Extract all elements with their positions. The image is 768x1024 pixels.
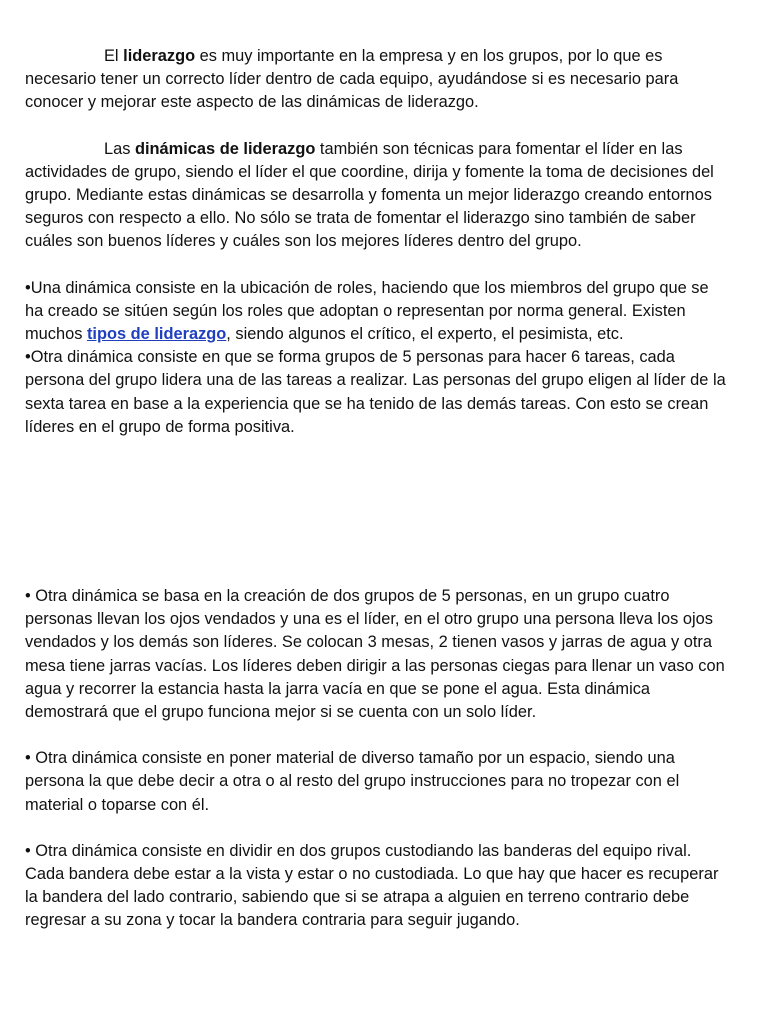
bullet-material: • Otra dinámica consiste en poner material de diverso tamaño por un espacio, siendo una persona la que debe decir a otra o al resto del grupo instrucciones para no tropezar con el material o toparse con él. [25,749,680,814]
roles-pre: •Una dinámica consiste en la ubicación de roles, haciendo que los miembros del grupo que se ha creado se sitúen según los roles que adoptan o representan por norma general. Existen muchos [25,278,709,344]
dinamicas-bold: dinámicas de liderazgo [134,139,316,158]
page-gap [25,439,730,585]
dinamicas-post: también son técnicas para fomentar el líder en las actividades de grupo, siendo el líder el que coordine, dirija y fomente la toma de decisiones del grupo. Mediante estas dinámicas se desarrolla y fomenta un mejor liderazgo creando entornos seguros con respecto a ello. No sólo se trata de fomentar el liderazgo sino también de saber cuáles son buenos líderes y cuáles son los mejores líderes dentro del grupo. [25,139,714,251]
intro-bold: liderazgo [123,47,196,65]
bullet-banderas: • Otra dinámica consiste en dividir en dos grupos custodiando las banderas del equipo rival. Cada bandera debe estar a la vista y estar o no custodiada. Lo que hay que hacer es recuperar la bandera del lado contrario, sabiendo que si se atrapa a alguien en terreno contrario debe regresar a su zona y tocar la bandera contraria para seguir jugando. [25,841,719,930]
bullet-roles [25,277,730,347]
bullet-ojos-vendados: • Otra dinámica se basa en la creación de dos grupos de 5 personas, en un grupo cuatro personas llevan los ojos vendados y una es el líder, en el otro grupo una persona lleva los ojos vendados y los demás son líderes. Se colocan 3 mesas, 2 tienen vasos y jarras de agua y otra mesa tiene jarras vacías. Los líderes deben dirigir a las personas ciegas para llenar un vaso con agua y recorrer la estancia hasta la jarra vacía en que se pone el agua. Esta dinámica demostrará que el grupo funciona mejor si se cuenta con un solo líder. [25,587,725,722]
intro-pre: El [104,47,124,65]
paragraph-intro [25,45,730,115]
document-page [25,45,730,933]
tipos-de-liderazgo-link[interactable]: tipos de liderazgo [86,325,227,344]
bullet-tareas: •Otra dinámica consiste en que se forma grupos de 5 personas para hacer 6 tareas, cada persona del grupo lidera una de las tareas a realizar. Las personas del grupo eligen al líder de la sexta tarea en base a la experiencia que se ha tenido de las demás tareas. Con esto se crean líderes en el grupo de forma positiva. [25,348,726,436]
roles-post: , siendo algunos el crítico, el experto, el pesimista, etc. [226,325,624,344]
intro-post: es muy importante en la empresa y en los grupos, por lo que es necesario tener un correcto líder dentro de cada equipo, ayudándose si es necesario para conocer y mejorar este aspecto de las dinámicas de liderazgo. [25,47,679,112]
dinamicas-pre: Las [104,139,135,158]
paragraph-dinamicas [25,138,730,254]
